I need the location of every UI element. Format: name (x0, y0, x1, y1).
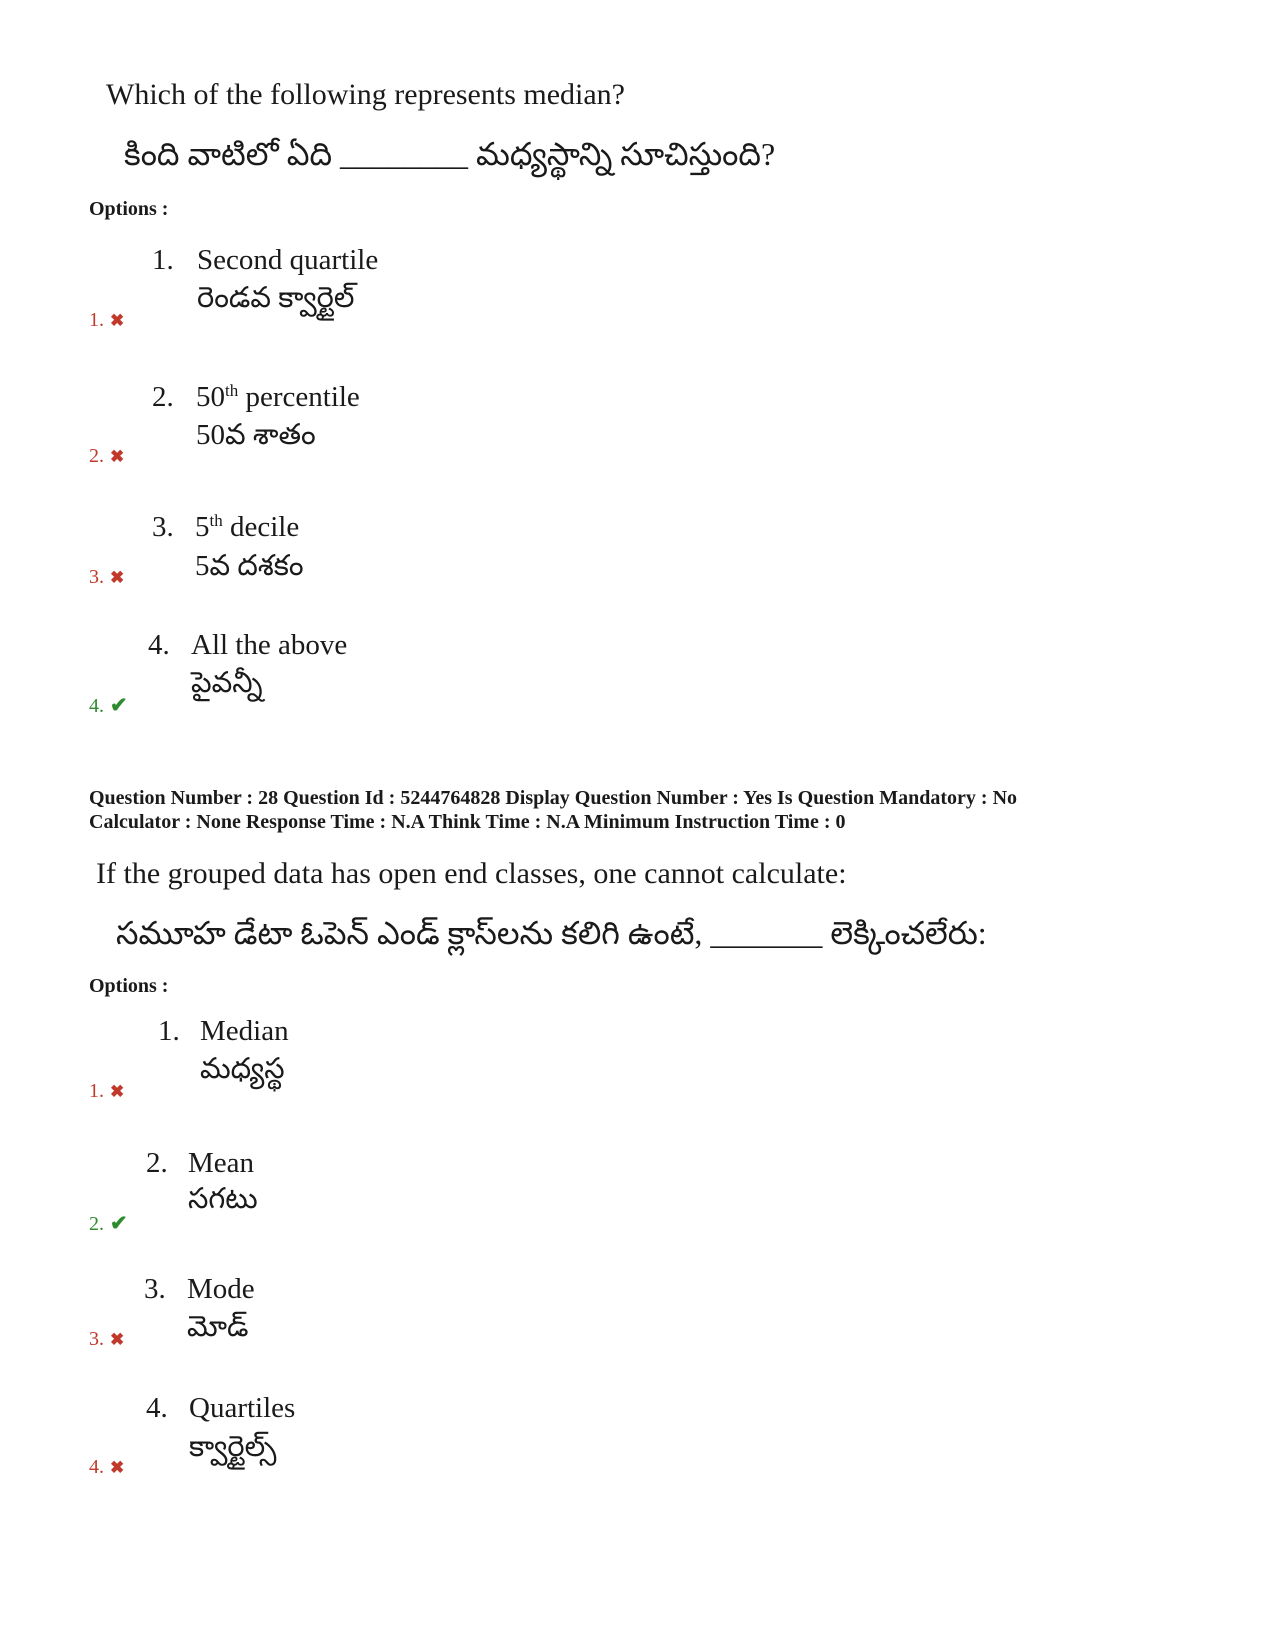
marker-label: 4. (89, 1456, 104, 1478)
cross-icon: ✖ (110, 311, 125, 330)
question-2-text-te: సమూహ డేటా ఓపెన్ ఎండ్ క్లాస్‌లను కలిగి ఉంటే, _______ లెక్కించలేరు: (116, 915, 987, 951)
option-number: 1. (152, 244, 174, 276)
option-text-en (195, 511, 299, 544)
marker-label: 4. (89, 695, 104, 717)
cross-icon: ✖ (110, 447, 125, 466)
ordinal-suffix: th (209, 511, 223, 530)
option-text-en (196, 381, 360, 414)
option-text-en-rest: decile (222, 511, 300, 543)
option-number: 3. (144, 1273, 166, 1305)
option-number: 2. (146, 1147, 168, 1179)
question-2-text-en: If the grouped data has open end classes, one cannot calculate: (96, 857, 847, 890)
option-text-te: మోడ్ (187, 1311, 249, 1343)
ordinal-suffix: th (225, 381, 239, 400)
answer-marker-2 (89, 445, 124, 468)
cross-icon: ✖ (110, 568, 125, 587)
options-label: Options : (89, 198, 169, 220)
option-text-en: Second quartile (197, 244, 379, 276)
option-text-en: Median (200, 1015, 289, 1047)
option-text-en-main: 50 (196, 381, 225, 413)
question-meta-line-2: Calculator : None Response Time : N.A Think Time : N.A Minimum Instruction Time : 0 (89, 811, 846, 833)
option-number: 4. (148, 629, 170, 661)
option-text-en: Mean (188, 1147, 255, 1179)
option-text-en: All the above (191, 629, 348, 661)
marker-label: 1. (89, 309, 104, 331)
option-text-te: క్వార్టైల్స్ (189, 1431, 277, 1463)
answer-marker-1 (89, 309, 124, 332)
option-number: 4. (146, 1392, 168, 1424)
question-meta-line-1: Question Number : 28 Question Id : 5244764828 Display Question Number : Yes Is Question Mandatory : No (89, 787, 1018, 809)
marker-label: 1. (89, 1080, 104, 1102)
answer-marker-4 (89, 693, 128, 718)
option-text-te: 5వ దశకం (195, 550, 304, 582)
answer-marker-2 (89, 1211, 128, 1236)
option-number: 1. (158, 1015, 180, 1047)
option-text-en: Quartiles (189, 1392, 296, 1424)
answer-marker-1 (89, 1080, 124, 1103)
marker-label: 2. (89, 1213, 104, 1235)
option-text-en-main: 5 (195, 511, 210, 543)
question-1-text-en: Which of the following represents median? (106, 78, 625, 111)
option-text-te: 50వ శాతం (196, 419, 316, 451)
marker-label: 2. (89, 445, 104, 467)
option-text-en-rest: percentile (238, 381, 360, 413)
marker-label: 3. (89, 566, 104, 588)
check-icon: ✔ (110, 1211, 128, 1235)
cross-icon: ✖ (110, 1082, 125, 1101)
answer-marker-3 (89, 1328, 124, 1351)
question-1-text-te: కింది వాటిలో ఏది ________ మధ్యస్థాన్ని సూచిస్తుంది? (124, 136, 776, 172)
option-text-te: పైవన్నీ (191, 667, 263, 699)
option-text-en: Mode (187, 1273, 255, 1305)
check-icon: ✔ (110, 693, 128, 717)
answer-marker-4 (89, 1456, 124, 1479)
option-number: 2. (152, 381, 174, 413)
cross-icon: ✖ (110, 1330, 125, 1349)
option-text-te: సగటు (188, 1183, 258, 1215)
options-label: Options : (89, 975, 169, 997)
answer-marker-3 (89, 566, 124, 589)
marker-label: 3. (89, 1328, 104, 1350)
option-number: 3. (152, 511, 174, 543)
cross-icon: ✖ (110, 1458, 125, 1477)
option-text-te: మధ్యస్థ (200, 1053, 285, 1085)
option-text-te: రెండవ క్వార్టైల్ (197, 282, 355, 314)
